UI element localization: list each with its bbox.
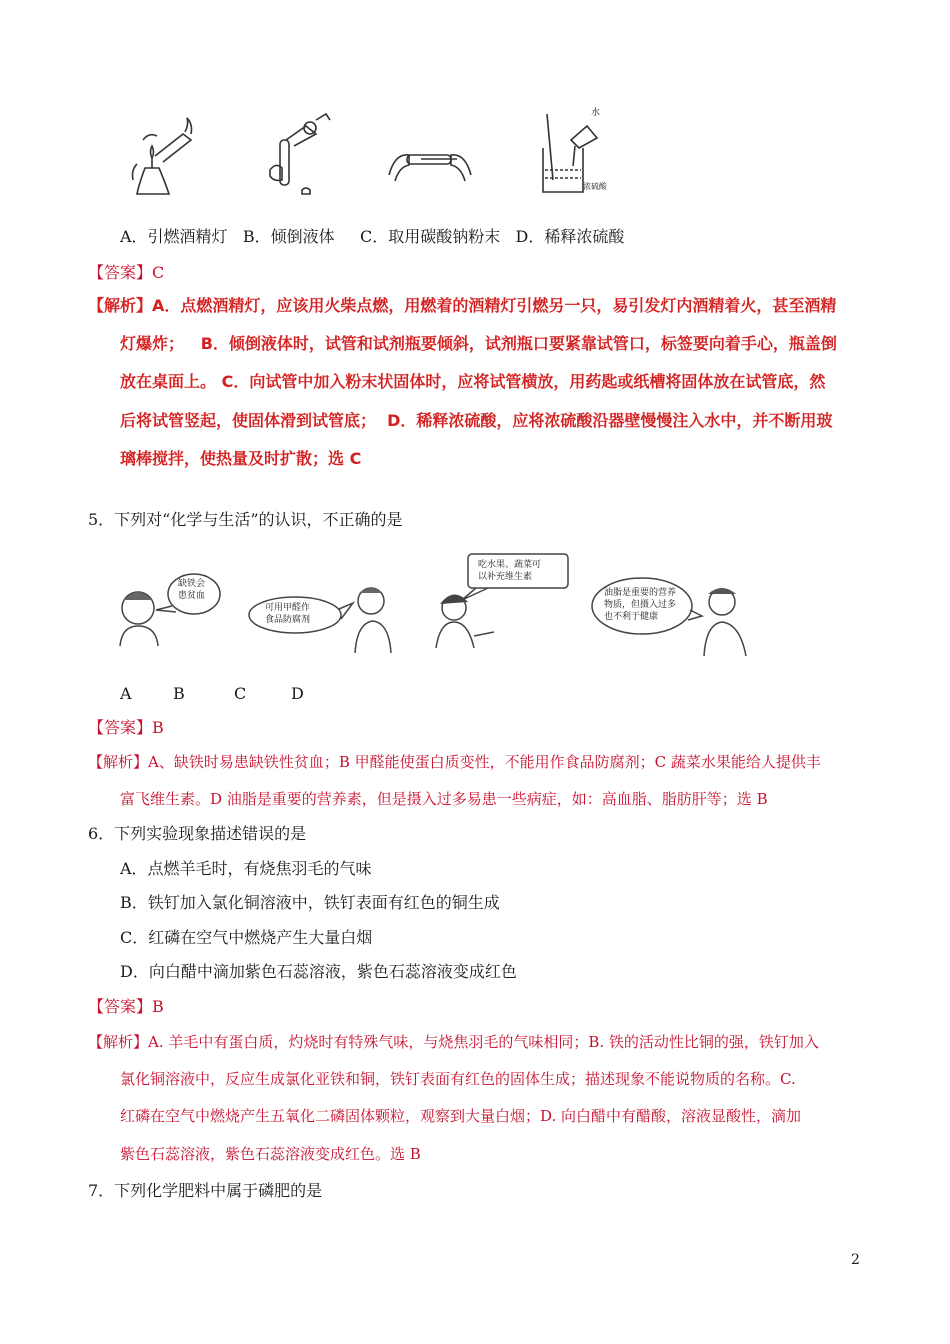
figure-dilute-acid (535, 110, 615, 200)
q5-analysis-line-1: 【解析】A、缺铁时易患缺铁性贫血；B 甲醛能使蛋白质变性，不能用作食品防腐剂；C 蔬菜水果能给人提供丰 (88, 753, 821, 771)
figure-cartoon-a (112, 570, 252, 650)
bubble-c-line-1: 吃水果、蔬菜可 (478, 560, 542, 570)
q4-analysis-line-2: 灯爆炸； B．倾倒液体时，试管和试剂瓶要倾斜，试剂瓶口要紧靠试管口，标签要向着手心，瓶盖倒 (120, 334, 837, 353)
q5-answer: 【答案】B (88, 718, 164, 737)
q6-option-c: C．红磷在空气中燃烧产生大量白烟 (120, 928, 373, 947)
figure-cartoon-d (590, 572, 760, 657)
bubble-a-line-2: 患贫血 (178, 591, 206, 601)
acid-label: 浓硫酸 (583, 182, 607, 191)
q5-analysis-line-2: 富飞维生素。D 油脂是重要的营养素，但是摄入过多易患一些病症，如：高血脂、脂肪肝等；选 B (120, 790, 768, 808)
q6-option-d: D．向白醋中滴加紫色石蕊溶液，紫色石蕊溶液变成红色 (120, 962, 517, 981)
q5-label-d: D (291, 684, 304, 703)
page-number: 2 (851, 1252, 860, 1268)
figure-take-powder (385, 135, 475, 190)
q4-analysis-line-4: 后将试管竖起，使固体滑到试管底； D．稀释浓硫酸，应将浓硫酸沿器壁慢慢注入水中，并不断用玻 (120, 411, 833, 430)
q4-analysis-line-3: 放在桌面上。 C．向试管中加入粉末状固体时，应将试管横放，用药匙或纸槽将固体放在试管底，然 (120, 372, 826, 391)
q5-stem: 5．下列对“化学与生活”的认识，不正确的是 (88, 510, 403, 529)
q4-options: A．引燃酒精灯 B．倾倒液体 C．取用碳酸钠粉末 D．稀释浓硫酸 (120, 227, 625, 246)
q6-option-b: B．铁钉加入氯化铜溶液中，铁钉表面有红色的铜生成 (120, 893, 500, 912)
q5-label-a: A (120, 684, 132, 703)
q6-stem: 6．下列实验现象描述错误的是 (88, 824, 307, 843)
water-label: 水 (591, 108, 601, 118)
bubble-d-line-3: 也不利于健康 (604, 612, 659, 622)
q6-option-a: A．点燃羊毛时，有烧焦羽毛的气味 (120, 859, 372, 878)
q4-analysis-line-5: 璃棒搅拌，使热量及时扩散；选 C (120, 449, 362, 468)
q4-answer: 【答案】C (88, 263, 165, 282)
bubble-d-line-1: 油脂是重要的营养 (604, 588, 677, 598)
q6-analysis-line-2: 氯化铜溶液中，反应生成氯化亚铁和铜，铁钉表面有红色的固体生成；描述现象不能说物质的名称。C. (120, 1070, 796, 1088)
q6-analysis-line-4: 紫色石蕊溶液，紫色石蕊溶液变成红色。选 B (120, 1145, 421, 1163)
q6-analysis-line-3: 红磷在空气中燃烧产生五氧化二磷固体颗粒，观察到大量白烟；D. 向白醋中有醋酸，溶液显酸性，滴加 (120, 1107, 802, 1125)
bubble-b-line-2: 食品防腐剂 (265, 615, 311, 625)
bubble-d-line-2: 物质，但摄入过多 (604, 600, 677, 610)
q5-label-b: B (173, 684, 185, 703)
q6-answer: 【答案】B (88, 997, 164, 1016)
q6-analysis-line-1: 【解析】A. 羊毛中有蛋白质，灼烧时有特殊气味，与烧焦羽毛的气味相同；B. 铁的活动性比铜的强，铁钉加入 (88, 1033, 819, 1051)
figure-pour-liquid (260, 110, 340, 200)
figure-alcohol-lamp (125, 110, 205, 200)
bubble-c-line-2: 以补充维生素 (478, 572, 533, 582)
q4-analysis-line-1: 【解析】A．点燃酒精灯，应该用火柴点燃，用燃着的酒精灯引燃另一只，易引发灯内酒精着火，甚至酒精 (88, 296, 837, 315)
bubble-b-line-1: 可用甲醛作 (265, 603, 311, 613)
q5-label-c: C (234, 684, 247, 703)
bubble-a-line-1: 缺铁会 (178, 579, 206, 589)
q7-stem: 7．下列化学肥料中属于磷肥的是 (88, 1181, 323, 1200)
figure-cartoon-b (245, 575, 395, 655)
figure-cartoon-c (432, 552, 582, 652)
